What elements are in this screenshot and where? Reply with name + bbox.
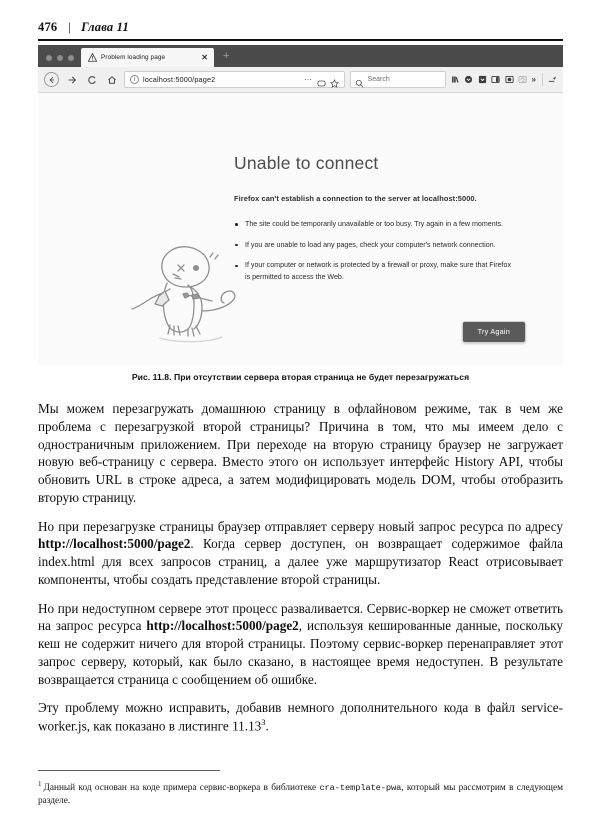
sidebar-icon[interactable] bbox=[491, 75, 500, 84]
header-separator: | bbox=[68, 20, 72, 34]
page-number: 476 bbox=[38, 20, 58, 34]
new-tab-button[interactable]: + bbox=[223, 50, 230, 62]
paragraph-1 bbox=[38, 400, 563, 507]
back-icon[interactable] bbox=[44, 72, 59, 87]
footnote-number: 1 bbox=[38, 780, 42, 788]
error-content bbox=[234, 153, 530, 336]
error-bullet-list bbox=[234, 219, 530, 284]
paragraph-2 bbox=[38, 518, 563, 589]
figure-caption: Рис. 11.8. При отсутствии сервера вторая страница не будет перезагружаться bbox=[131, 372, 470, 382]
inline-url: http://localhost:5000/page2 bbox=[146, 618, 299, 634]
forward-icon[interactable] bbox=[64, 72, 79, 87]
save-icon[interactable] bbox=[478, 75, 487, 84]
pocket-icon[interactable] bbox=[464, 75, 473, 84]
browser-tab[interactable] bbox=[81, 48, 214, 67]
tab-title: Problem loading page bbox=[101, 54, 166, 61]
star-icon[interactable] bbox=[330, 75, 339, 84]
window-maximize-icon[interactable] bbox=[68, 55, 74, 61]
footnote-code: cra-template-pwa bbox=[319, 783, 402, 794]
error-subtitle: Firefox can't establish a connection to the server at localhost:5000. bbox=[234, 194, 477, 203]
paragraph-run: Эту проблему можно исправить, добавив немного дополнительного кода в файл service-worker.js, как показано в листинге 11.13 bbox=[38, 700, 563, 734]
search-input[interactable]: Search bbox=[367, 76, 390, 83]
paragraph-run: Мы можем перезагружать домашнюю страницу в офлайновом режиме, так в чем же проблема с перезагрузкой второй страницы? Причина в том, что мы имеем дело с одностраничным приложением. При переходе на вторую страницу браузер не загружает новую веб-страницу с сервера. Вместо этого он использует интерфейс History API, чтобы обновить URL в строке адреса, а затем модифицировать модель DOM, чтобы отобразить вторую страницу. bbox=[38, 401, 563, 505]
window-minimize-icon[interactable] bbox=[57, 55, 63, 61]
page-header bbox=[38, 20, 563, 35]
paragraph-3 bbox=[38, 600, 563, 689]
page-info-icon[interactable]: i bbox=[130, 75, 139, 84]
footnote-rule bbox=[38, 770, 220, 771]
sync-icon[interactable] bbox=[518, 75, 527, 84]
paragraph-run: , используя кешированные данные, поскольку кеш не содержит ничего для второй страницы. Поэтому сервис-воркер перенаправляет этот запрос серверу, который, как было сказано, в настоящее время недоступен. В результате возвращается страница с сообщением об ошибке. bbox=[38, 618, 563, 687]
account-icon[interactable] bbox=[548, 75, 557, 84]
error-title: Unable to connect bbox=[234, 153, 379, 173]
footnote-text-before: Данный код основан на коде примера сервис-воркера в библиотеке bbox=[43, 783, 320, 794]
url-bar[interactable] bbox=[124, 71, 345, 88]
paragraph-run: Но при перезагрузке страницы браузер отправляет серверу новый запрос ресурса по адресу bbox=[38, 518, 563, 534]
browser-toolbar-icons bbox=[451, 73, 557, 86]
body-text bbox=[38, 400, 563, 746]
paragraph-4 bbox=[38, 699, 563, 735]
url-overflow-icon[interactable]: ⋯ bbox=[304, 75, 313, 84]
figure-11-8 bbox=[38, 45, 563, 365]
tab-close-icon[interactable]: ✕ bbox=[201, 52, 208, 62]
search-icon bbox=[355, 75, 364, 84]
toolbar-divider bbox=[542, 73, 543, 86]
footnote-marker: 3 bbox=[261, 717, 266, 727]
footnote bbox=[38, 780, 563, 808]
search-box[interactable] bbox=[350, 71, 446, 88]
browser-tabstrip bbox=[38, 45, 563, 67]
paragraph-run: . bbox=[265, 718, 269, 734]
list-item: The site could be temporarily unavailable or too busy. Try again in a few moments. bbox=[234, 219, 513, 231]
library-icon[interactable] bbox=[451, 75, 460, 84]
paragraph-run: . Когда сервер доступен, он возвращает содержимое файла index.html для всех запросов страниц, а далее уже маршрутизатор React отрисовывает компоненты, чтобы создать представление второй страницы. bbox=[38, 536, 563, 587]
screenshot-icon[interactable] bbox=[505, 75, 514, 84]
header-rule bbox=[38, 39, 563, 41]
footnote-text-after: , который мы рассмотрим в следующем разделе. bbox=[38, 783, 563, 807]
warning-triangle-icon bbox=[88, 53, 97, 62]
list-item: If you are unable to load any pages, check your computer's network connection. bbox=[234, 240, 513, 252]
toolbar-overflow-icon[interactable]: » bbox=[531, 75, 536, 84]
paragraph-run: Но при недоступном сервере этот процесс разваливается. Сервис-воркер не сможет ответить на запрос ресурса bbox=[38, 600, 563, 634]
error-page bbox=[38, 93, 563, 365]
browser-navbar bbox=[38, 67, 563, 93]
home-icon[interactable] bbox=[104, 72, 119, 87]
reader-view-icon[interactable] bbox=[317, 75, 326, 84]
window-close-icon[interactable] bbox=[46, 55, 52, 61]
reload-icon[interactable] bbox=[84, 72, 99, 87]
window-controls[interactable] bbox=[38, 55, 81, 67]
url-text: localhost:5000/page2 bbox=[143, 75, 216, 84]
chapter-title: Глава 11 bbox=[81, 20, 129, 34]
browser-window bbox=[38, 45, 563, 365]
list-item: If your computer or network is protected by a firewall or proxy, make sure that Firefox is permitted to access the Web. bbox=[234, 260, 513, 283]
inline-url: http://localhost:5000/page2 bbox=[38, 536, 191, 552]
try-again-button[interactable]: Try Again bbox=[462, 321, 526, 343]
